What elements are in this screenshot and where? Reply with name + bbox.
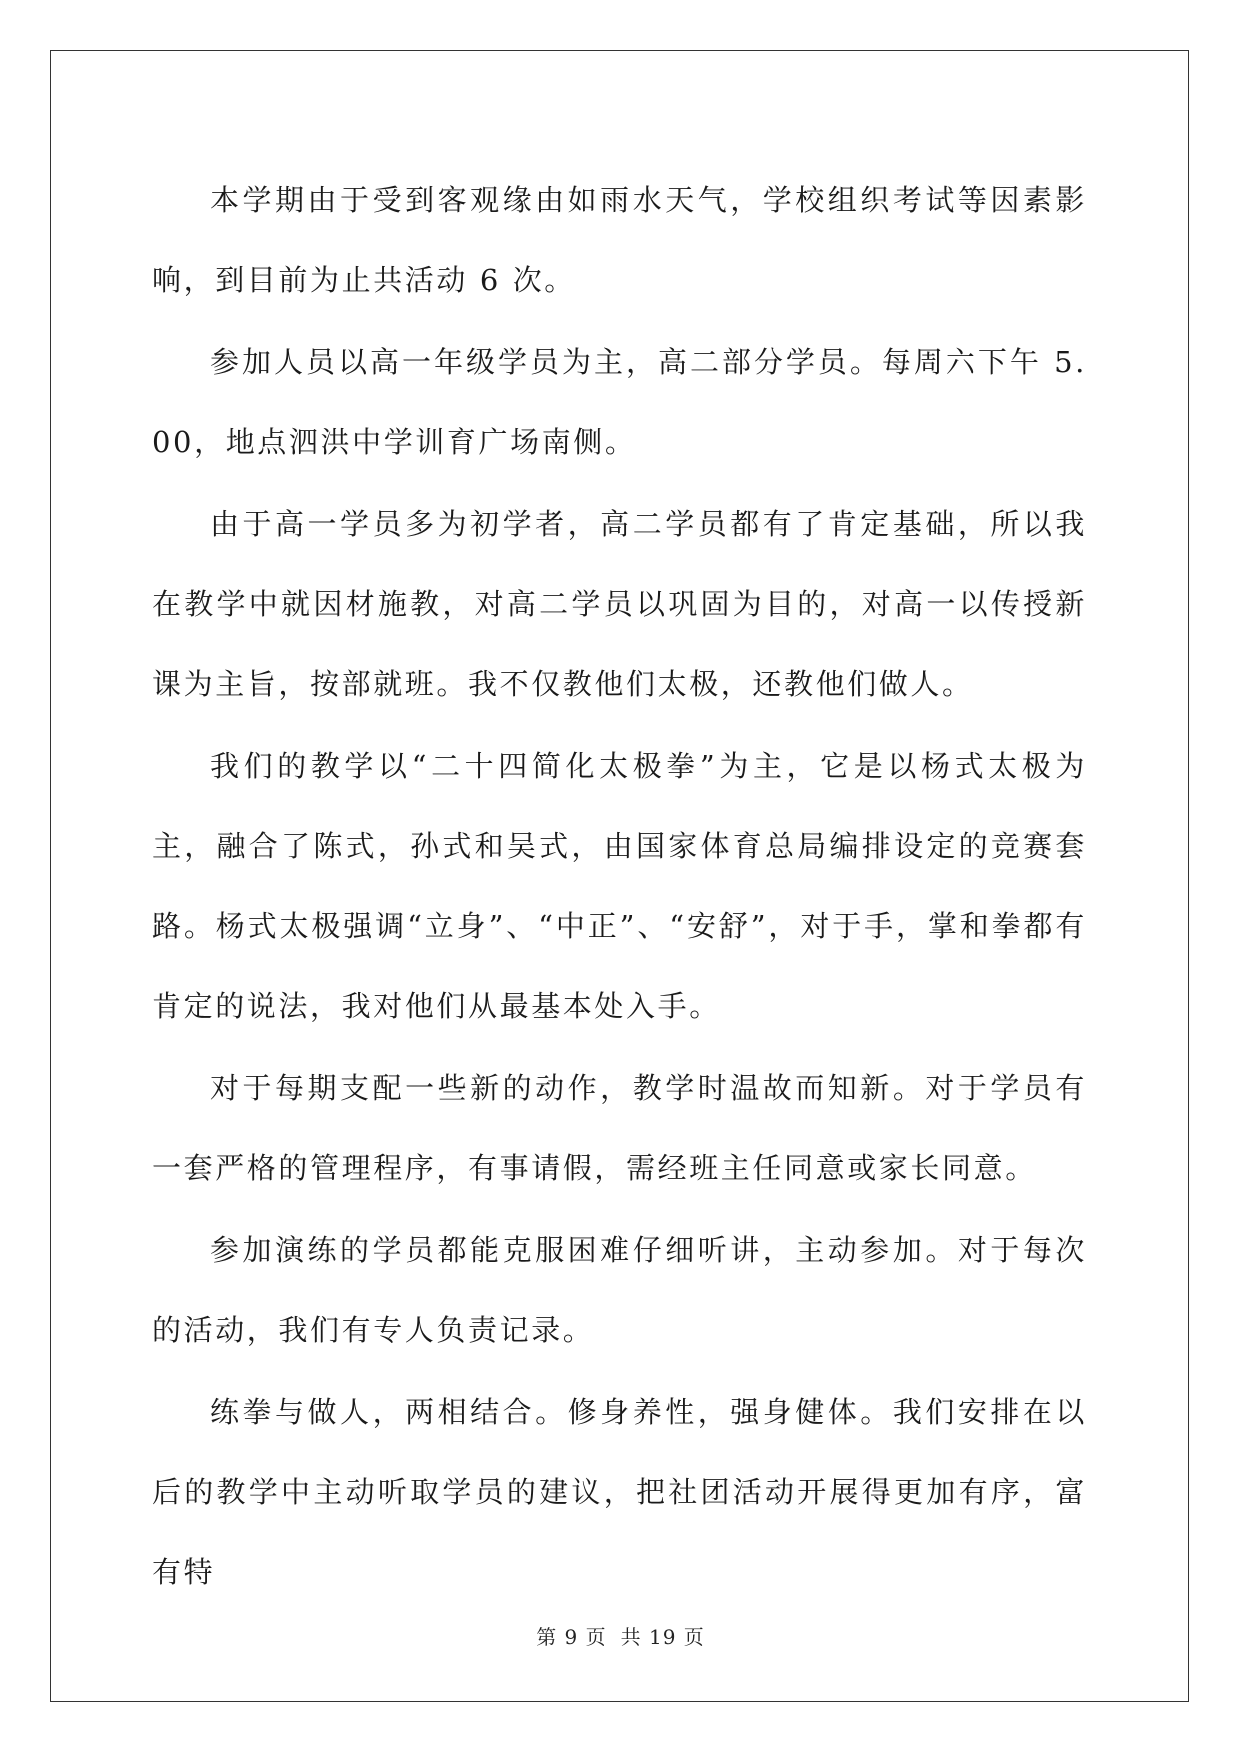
paragraph: 参加演练的学员都能克服困难仔细听讲，主动参加。对于每次的活动，我们有专人负责记录。 [152, 1233, 1087, 1347]
paragraph: 参加人员以高一年级学员为主，高二部分学员。每周六下午 5.00，地点泗洪中学训育广场南侧。 [152, 345, 1087, 459]
page-total: 共 19 页 [620, 1625, 705, 1649]
page-number: 第 9 页 [536, 1625, 607, 1649]
paragraph: 本学期由于受到客观缘由如雨水天气，学校组织考试等因素影响，到目前为止共活动 6 次。 [152, 183, 1087, 297]
paragraph: 练拳与做人，两相结合。修身养性，强身健体。我们安排在以后的教学中主动听取学员的建议，把社团活动开展得更加有序，富有特 [152, 1395, 1087, 1589]
paragraph: 对于每期支配一些新的动作，教学时温故而知新。对于学员有一套严格的管理程序，有事请假，需经班主任同意或家长同意。 [152, 1071, 1087, 1185]
page-footer [0, 1621, 1241, 1650]
paragraph: 我们的教学以“二十四简化太极拳”为主，它是以杨式太极为主，融合了陈式，孙式和吴式，由国家体育总局编排设定的竞赛套路。杨式太极强调“立身”、“中正”、“安舒”，对于手，掌和拳都有肯定的说法，我对他们从最基本处入手。 [152, 749, 1087, 1023]
document-body [152, 160, 1087, 1614]
paragraph: 由于高一学员多为初学者，高二学员都有了肯定基础，所以我在教学中就因材施教，对高二学员以巩固为目的，对高一以传授新课为主旨，按部就班。我不仅教他们太极，还教他们做人。 [152, 507, 1087, 701]
